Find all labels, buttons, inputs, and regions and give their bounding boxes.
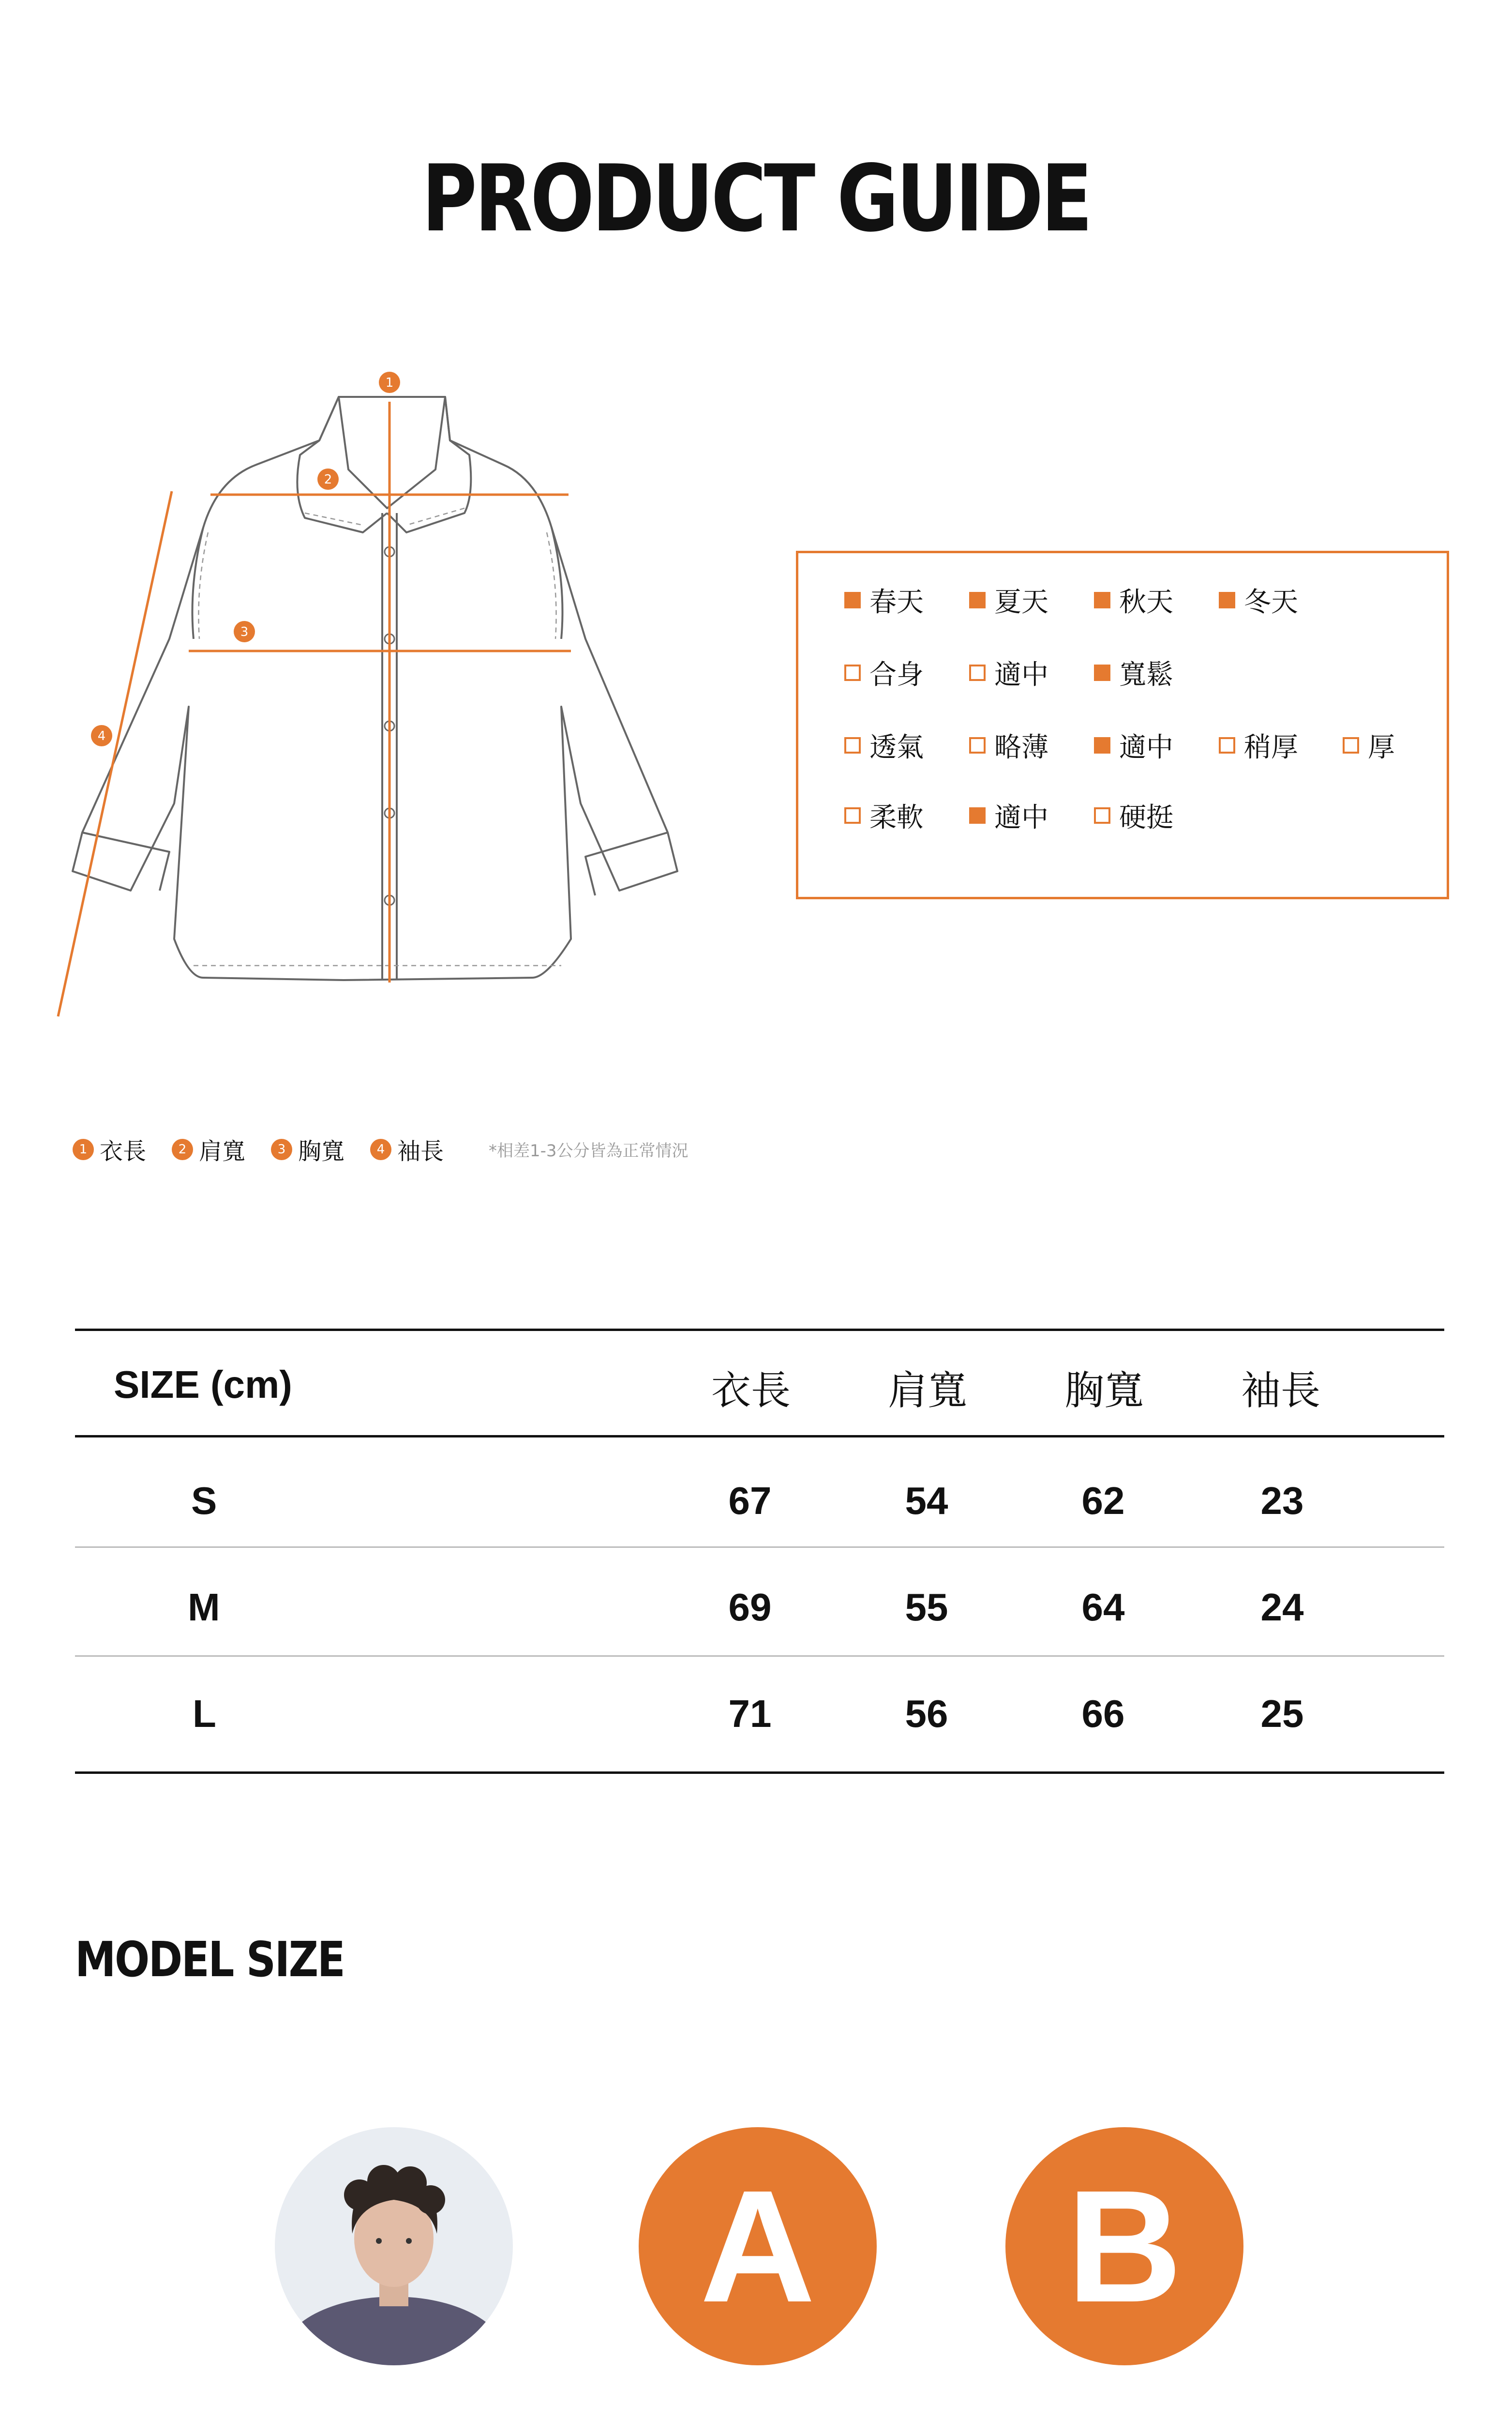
property-label: 適中	[1119, 732, 1173, 763]
value-cell: 66	[1081, 1692, 1125, 1735]
property-label: 稍厚	[1244, 732, 1298, 763]
value-cell: 54	[905, 1479, 948, 1522]
property-label: 冬天	[1244, 587, 1298, 618]
property-label: 夏天	[994, 587, 1048, 618]
checked-box-icon	[969, 592, 986, 608]
model-photo	[275, 2127, 513, 2365]
unchecked-box-icon	[1219, 737, 1235, 754]
model-avatar-a: A	[639, 2127, 877, 2365]
marker-dot: 2	[172, 1139, 193, 1160]
property-label: 略薄	[994, 732, 1048, 763]
checked-box-icon	[1094, 592, 1110, 608]
property-label: 適中	[994, 659, 1048, 691]
legend-label: 肩寬	[199, 1138, 246, 1165]
property-label: 柔軟	[869, 802, 924, 833]
unchecked-box-icon	[969, 665, 986, 681]
property-option	[1094, 799, 1173, 832]
legend-label: 袖長	[397, 1138, 444, 1165]
property-option	[1094, 656, 1173, 690]
shirt-diagram	[48, 368, 735, 1055]
value-cell: 55	[905, 1586, 948, 1629]
table-rule	[75, 1329, 1444, 1331]
checked-box-icon	[844, 592, 861, 608]
column-header: 胸寬	[1064, 1368, 1144, 1414]
property-label: 春天	[869, 587, 924, 618]
property-option	[969, 656, 1048, 690]
column-header: 袖長	[1241, 1368, 1321, 1414]
row-divider	[75, 1655, 1444, 1657]
property-option	[1219, 728, 1298, 762]
property-label: 秋天	[1119, 587, 1173, 618]
table-rule	[75, 1771, 1444, 1774]
marker-1: 1	[385, 376, 394, 390]
property-label: 合身	[869, 659, 924, 691]
checked-box-icon	[1094, 737, 1110, 754]
unchecked-box-icon	[1094, 807, 1110, 824]
legend-label: 胸寬	[298, 1138, 345, 1165]
size-header: SIZE (cm)	[114, 1363, 292, 1406]
tolerance-note: *相差1-3公分皆為正常情況	[489, 1141, 689, 1161]
property-label: 透氣	[869, 732, 924, 763]
value-cell: 24	[1260, 1586, 1304, 1629]
checked-box-icon	[1219, 592, 1235, 608]
value-cell: 71	[728, 1692, 772, 1735]
unchecked-box-icon	[844, 665, 861, 681]
value-cell: 64	[1081, 1586, 1125, 1629]
value-cell: 23	[1260, 1479, 1304, 1522]
checked-box-icon	[969, 807, 986, 824]
property-option	[1094, 728, 1173, 762]
legend-item	[271, 1133, 344, 1166]
marker-dot: 3	[271, 1139, 292, 1160]
property-label: 適中	[994, 802, 1048, 833]
legend-item	[73, 1133, 146, 1166]
legend-label: 衣長	[100, 1138, 147, 1165]
model-avatar-b: B	[1005, 2127, 1243, 2365]
page-title: PRODUCT GUIDE	[421, 145, 1091, 252]
property-option	[1343, 728, 1395, 762]
checked-box-icon	[1094, 665, 1110, 681]
marker-dot: 4	[370, 1139, 391, 1160]
row-divider	[75, 1546, 1444, 1548]
value-cell: 56	[905, 1692, 948, 1735]
legend-item	[370, 1133, 444, 1166]
unchecked-box-icon	[969, 737, 986, 754]
property-option	[1219, 583, 1298, 617]
unchecked-box-icon	[1343, 737, 1359, 754]
property-option	[1094, 583, 1173, 617]
value-cell: 62	[1081, 1479, 1125, 1522]
property-option	[969, 799, 1048, 832]
property-label: 寬鬆	[1119, 659, 1173, 691]
fabric-properties-box	[796, 551, 1449, 899]
marker-2: 2	[324, 472, 332, 487]
property-option	[844, 583, 924, 617]
unchecked-box-icon	[844, 737, 861, 754]
legend-item	[172, 1133, 245, 1166]
column-header: 肩寬	[888, 1368, 968, 1414]
property-option	[969, 583, 1048, 617]
size-cell: M	[188, 1586, 220, 1629]
value-cell: 25	[1260, 1692, 1304, 1735]
property-option	[969, 728, 1048, 762]
value-cell: 67	[728, 1479, 772, 1522]
property-option	[844, 728, 924, 762]
unchecked-box-icon	[844, 807, 861, 824]
table-rule	[75, 1435, 1444, 1437]
value-cell: 69	[728, 1586, 772, 1629]
marker-dot: 1	[73, 1139, 94, 1160]
property-option	[844, 799, 924, 832]
column-header: 衣長	[711, 1368, 791, 1414]
marker-3: 3	[240, 625, 249, 639]
marker-4: 4	[97, 729, 106, 743]
property-label: 硬挺	[1119, 802, 1173, 833]
size-cell: S	[191, 1479, 217, 1522]
size-cell: L	[193, 1692, 216, 1735]
model-size-title: MODEL SIZE	[75, 1931, 344, 1988]
property-option	[844, 656, 924, 690]
property-label: 厚	[1368, 732, 1395, 763]
